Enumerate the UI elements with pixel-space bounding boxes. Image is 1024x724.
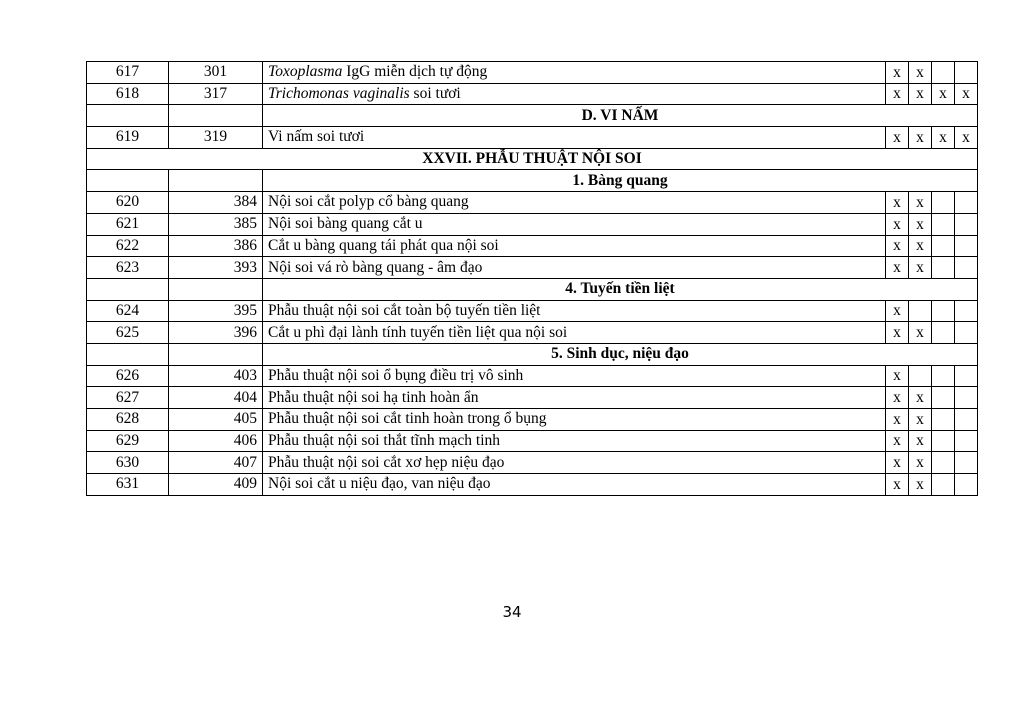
procedure-name-text: soi tươi <box>409 85 461 103</box>
procedure-name <box>263 409 886 431</box>
table-row <box>87 235 978 257</box>
procedure-code: 395 <box>169 300 263 322</box>
level-mark-1: x <box>886 62 909 84</box>
level-mark-1: x <box>886 127 909 149</box>
row-number: 630 <box>87 452 169 474</box>
procedure-name-text: IgG miễn dịch tự động <box>342 63 488 81</box>
level-mark-3 <box>932 192 955 214</box>
procedure-code: 385 <box>169 213 263 235</box>
empty-stt-cell <box>87 105 169 127</box>
organism-name: Toxoplasma <box>268 63 343 81</box>
table-row <box>87 127 978 149</box>
procedure-code: 319 <box>169 127 263 149</box>
level-mark-1: x <box>886 474 909 496</box>
row-number: 623 <box>87 257 169 279</box>
row-number: 619 <box>87 127 169 149</box>
procedure-name <box>263 474 886 496</box>
level-mark-3 <box>932 235 955 257</box>
level-mark-4 <box>955 322 978 344</box>
procedure-code: 393 <box>169 257 263 279</box>
row-number: 627 <box>87 387 169 409</box>
table-body <box>87 62 978 496</box>
procedure-name-text: Phẫu thuật nội soi thắt tĩnh mạch tinh <box>268 432 501 450</box>
procedure-name <box>263 83 886 105</box>
procedure-code: 384 <box>169 192 263 214</box>
table-row <box>87 62 978 84</box>
empty-code-cell <box>169 343 263 365</box>
row-number: 617 <box>87 62 169 84</box>
table-row <box>87 192 978 214</box>
section-heading-row <box>87 170 978 192</box>
level-mark-1: x <box>886 387 909 409</box>
table-row <box>87 257 978 279</box>
level-mark-3: x <box>932 83 955 105</box>
procedure-name-text: Nội soi cắt u niệu đạo, van niệu đạo <box>268 475 491 493</box>
row-number: 628 <box>87 409 169 431</box>
level-mark-4 <box>955 62 978 84</box>
level-mark-1: x <box>886 213 909 235</box>
chapter-heading: XXVII. PHẪU THUẬT NỘI SOI <box>87 148 978 170</box>
level-mark-3 <box>932 474 955 496</box>
procedure-name <box>263 365 886 387</box>
procedure-name <box>263 452 886 474</box>
procedure-name-text: Cắt u bàng quang tái phát qua nội soi <box>268 236 499 254</box>
level-mark-1: x <box>886 430 909 452</box>
procedure-name-text: Nội soi cắt polyp cổ bàng quang <box>268 193 469 211</box>
level-mark-3 <box>932 300 955 322</box>
row-number: 620 <box>87 192 169 214</box>
procedure-name <box>263 235 886 257</box>
level-mark-2: x <box>909 474 932 496</box>
level-mark-1: x <box>886 83 909 105</box>
level-mark-2: x <box>909 322 932 344</box>
level-mark-1: x <box>886 300 909 322</box>
procedure-code: 396 <box>169 322 263 344</box>
row-number: 625 <box>87 322 169 344</box>
table-row <box>87 474 978 496</box>
section-heading-row <box>87 105 978 127</box>
procedure-name-text: Phẫu thuật nội soi cắt toàn bộ tuyến tiền liệt <box>268 301 541 319</box>
level-mark-2: x <box>909 452 932 474</box>
empty-stt-cell <box>87 343 169 365</box>
procedure-name <box>263 127 886 149</box>
level-mark-4 <box>955 474 978 496</box>
row-number: 624 <box>87 300 169 322</box>
table-row <box>87 452 978 474</box>
procedure-name <box>263 387 886 409</box>
row-number: 618 <box>87 83 169 105</box>
procedure-name <box>263 62 886 84</box>
level-mark-1: x <box>886 322 909 344</box>
level-mark-4 <box>955 213 978 235</box>
level-mark-4 <box>955 235 978 257</box>
procedure-code: 301 <box>169 62 263 84</box>
procedure-code: 407 <box>169 452 263 474</box>
organism-name: Trichomonas vaginalis <box>268 85 410 103</box>
level-mark-4 <box>955 257 978 279</box>
table-row <box>87 322 978 344</box>
procedure-code: 317 <box>169 83 263 105</box>
table-row <box>87 387 978 409</box>
level-mark-3: x <box>932 127 955 149</box>
level-mark-2: x <box>909 257 932 279</box>
level-mark-1: x <box>886 257 909 279</box>
page-number: 34 <box>502 603 522 621</box>
section-heading: 4. Tuyến tiền liệt <box>263 278 978 300</box>
empty-code-cell <box>169 278 263 300</box>
procedure-table <box>86 61 978 496</box>
level-mark-2: x <box>909 387 932 409</box>
level-mark-3 <box>932 365 955 387</box>
level-mark-1: x <box>886 235 909 257</box>
level-mark-3 <box>932 213 955 235</box>
row-number: 621 <box>87 213 169 235</box>
procedure-name-text: Phẫu thuật nội soi hạ tinh hoàn ẩn <box>268 388 479 406</box>
empty-stt-cell <box>87 278 169 300</box>
level-mark-2: x <box>909 430 932 452</box>
table-row <box>87 365 978 387</box>
procedure-name-text: Nội soi bàng quang cắt u <box>268 215 423 233</box>
level-mark-2: x <box>909 235 932 257</box>
level-mark-2 <box>909 365 932 387</box>
level-mark-3 <box>932 322 955 344</box>
level-mark-2: x <box>909 192 932 214</box>
level-mark-4 <box>955 430 978 452</box>
procedure-code: 404 <box>169 387 263 409</box>
level-mark-1: x <box>886 452 909 474</box>
table-row <box>87 409 978 431</box>
level-mark-2 <box>909 300 932 322</box>
table-row <box>87 213 978 235</box>
table-row <box>87 430 978 452</box>
level-mark-3 <box>932 387 955 409</box>
chapter-heading-row <box>87 148 978 170</box>
level-mark-2: x <box>909 127 932 149</box>
procedure-code: 403 <box>169 365 263 387</box>
level-mark-4 <box>955 387 978 409</box>
level-mark-1: x <box>886 192 909 214</box>
level-mark-3 <box>932 409 955 431</box>
level-mark-4 <box>955 192 978 214</box>
level-mark-4 <box>955 365 978 387</box>
level-mark-3 <box>932 430 955 452</box>
level-mark-1: x <box>886 365 909 387</box>
table-row <box>87 300 978 322</box>
procedure-name-text: Nội soi vá rò bàng quang - âm đạo <box>268 258 483 276</box>
procedure-code: 405 <box>169 409 263 431</box>
procedure-name <box>263 257 886 279</box>
procedure-name <box>263 430 886 452</box>
table-row <box>87 83 978 105</box>
level-mark-1: x <box>886 409 909 431</box>
procedure-code: 386 <box>169 235 263 257</box>
level-mark-3 <box>932 62 955 84</box>
section-heading: 5. Sinh dục, niệu đạo <box>263 343 978 365</box>
procedure-name-text: Phẫu thuật nội soi cắt xơ hẹp niệu đạo <box>268 453 505 471</box>
level-mark-2: x <box>909 409 932 431</box>
section-heading-row <box>87 278 978 300</box>
procedure-name <box>263 192 886 214</box>
procedure-name <box>263 322 886 344</box>
procedure-name-text: Cắt u phì đại lành tính tuyến tiền liệt qua nội soi <box>268 323 568 341</box>
level-mark-4: x <box>955 127 978 149</box>
procedure-name-text: Vi nấm soi tươi <box>268 128 365 146</box>
level-mark-4: x <box>955 83 978 105</box>
level-mark-2: x <box>909 213 932 235</box>
procedure-name-text: Phẫu thuật nội soi cắt tinh hoàn trong ổ bụng <box>268 410 547 428</box>
level-mark-4 <box>955 452 978 474</box>
procedure-code: 406 <box>169 430 263 452</box>
level-mark-2: x <box>909 62 932 84</box>
section-heading-row <box>87 343 978 365</box>
procedure-name-text: Phẫu thuật nội soi ổ bụng điều trị vô sinh <box>268 366 524 384</box>
empty-stt-cell <box>87 170 169 192</box>
empty-code-cell <box>169 105 263 127</box>
level-mark-3 <box>932 257 955 279</box>
row-number: 622 <box>87 235 169 257</box>
procedure-name <box>263 300 886 322</box>
level-mark-2: x <box>909 83 932 105</box>
procedure-name <box>263 213 886 235</box>
procedure-code: 409 <box>169 474 263 496</box>
section-heading: D. VI NẤM <box>263 105 978 127</box>
level-mark-4 <box>955 409 978 431</box>
section-heading: 1. Bàng quang <box>263 170 978 192</box>
level-mark-3 <box>932 452 955 474</box>
row-number: 631 <box>87 474 169 496</box>
empty-code-cell <box>169 170 263 192</box>
row-number: 629 <box>87 430 169 452</box>
level-mark-4 <box>955 300 978 322</box>
row-number: 626 <box>87 365 169 387</box>
